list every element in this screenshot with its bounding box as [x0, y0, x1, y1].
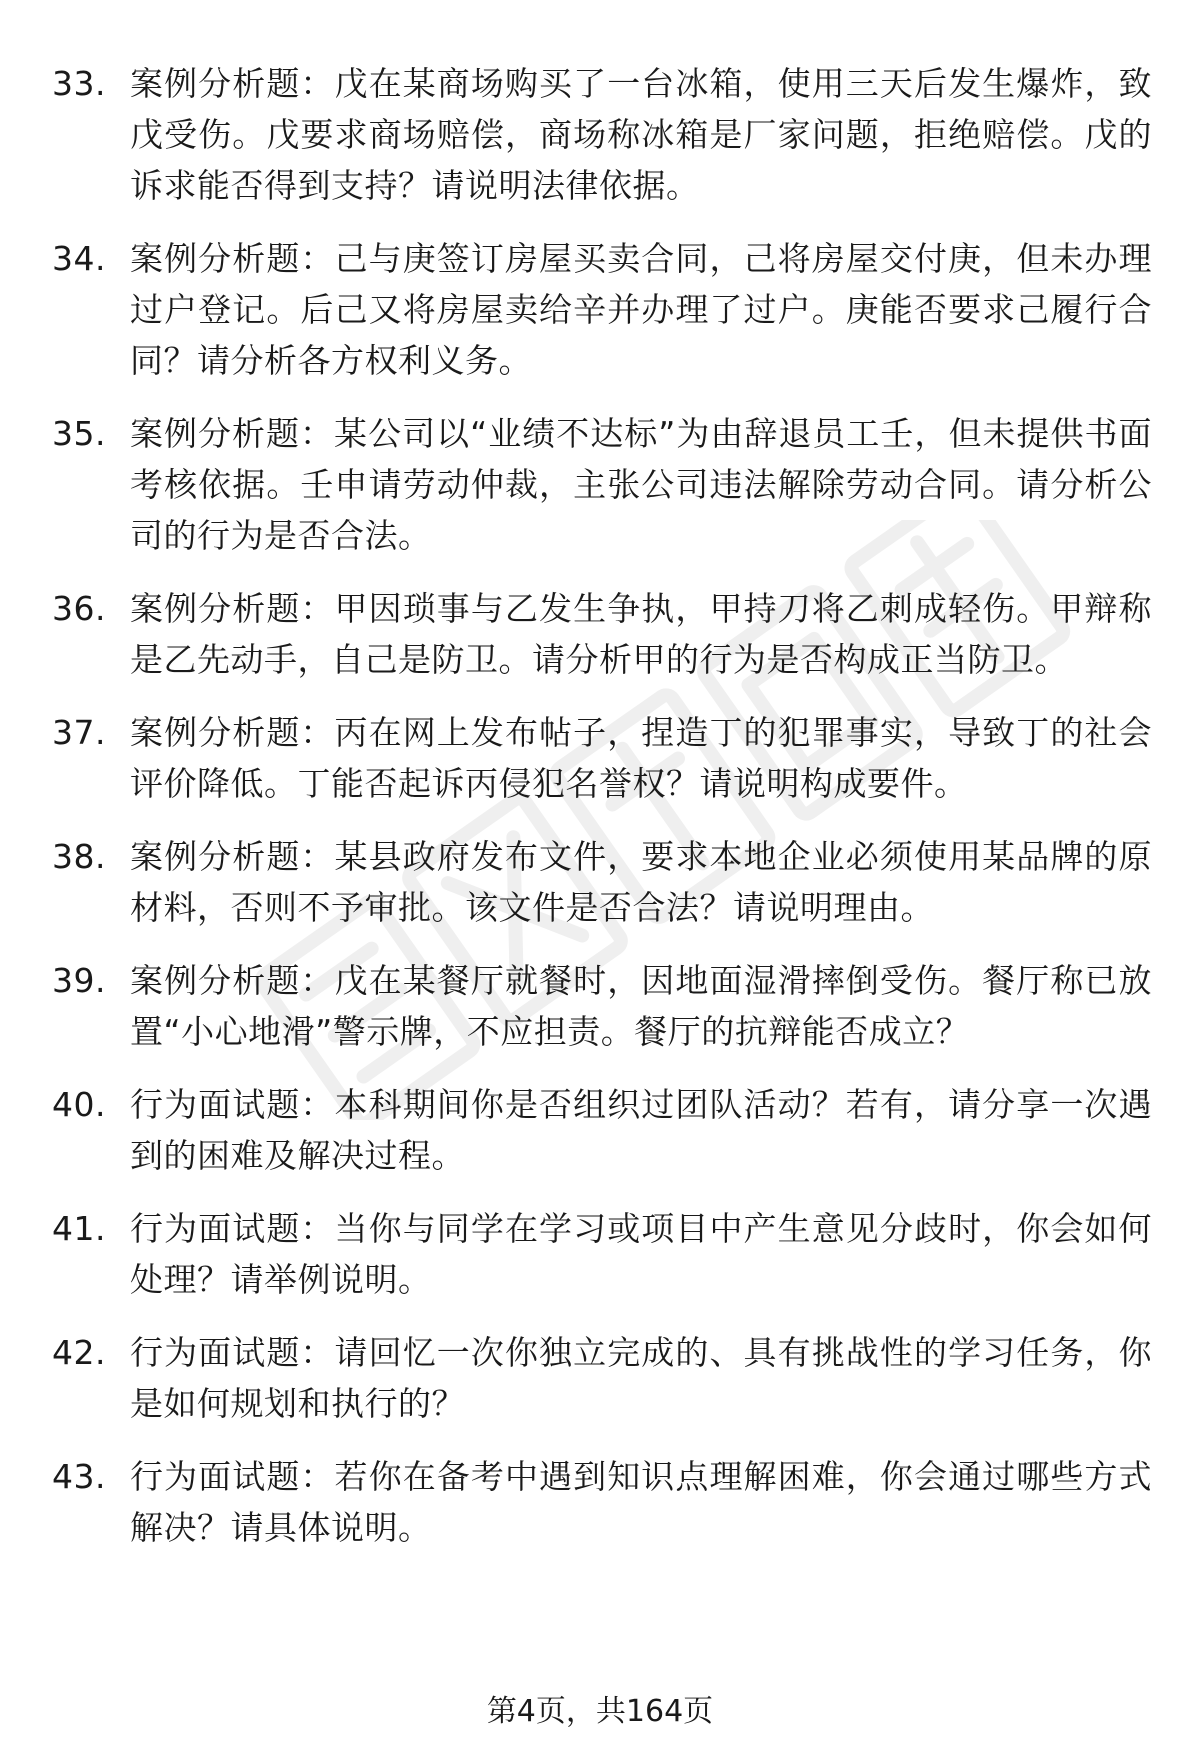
list-item [52, 408, 1152, 561]
list-item [52, 955, 1152, 1057]
question-text: 案例分析题：甲因琐事与乙发生争执，甲持刀将乙刺成轻伤。甲辩称是乙先动手，自己是防卫。请分析甲的行为是否构成正当防卫。 [130, 589, 1152, 679]
list-item [52, 1451, 1152, 1553]
question-number: 37. [52, 713, 106, 752]
question-text: 案例分析题：某公司以“业绩不达标”为由辞退员工壬，但未提供书面考核依据。壬申请劳动仲裁，主张公司违法解除劳动合同。请分析公司的行为是否合法。 [130, 414, 1152, 555]
question-text: 行为面试题：请回忆一次你独立完成的、具有挑战性的学习任务，你是如何规划和执行的？ [130, 1333, 1152, 1423]
question-number: 36. [52, 589, 106, 628]
page-footer [0, 1692, 1200, 1732]
question-text: 案例分析题：某县政府发布文件，要求本地企业必须使用某品牌的原材料，否则不予审批。该文件是否合法？请说明理由。 [130, 837, 1152, 927]
question-number: 34. [52, 239, 106, 278]
question-list [52, 58, 1152, 1575]
question-number: 39. [52, 961, 106, 1000]
question-number: 41. [52, 1209, 106, 1248]
page-number-label: 第4页，共164页 [486, 1694, 714, 1729]
question-text: 案例分析题：己与庚签订房屋买卖合同，己将房屋交付庚，但未办理过户登记。后己又将房屋卖给辛并办理了过户。庚能否要求己履行合同？请分析各方权利义务。 [130, 239, 1152, 380]
list-item [52, 58, 1152, 211]
list-item [52, 1327, 1152, 1429]
list-item [52, 707, 1152, 809]
list-item [52, 1079, 1152, 1181]
question-number: 43. [52, 1457, 106, 1496]
question-number: 38. [52, 837, 106, 876]
question-text: 案例分析题：丙在网上发布帖子，捏造丁的犯罪事实，导致丁的社会评价降低。丁能否起诉丙侵犯名誉权？请说明构成要件。 [130, 713, 1152, 803]
question-number: 33. [52, 64, 106, 103]
question-number: 35. [52, 414, 106, 453]
list-item [52, 583, 1152, 685]
list-item [52, 1203, 1152, 1305]
question-text: 行为面试题：若你在备考中遇到知识点理解困难，你会通过哪些方式解决？请具体说明。 [130, 1457, 1152, 1547]
list-item [52, 831, 1152, 933]
list-item [52, 233, 1152, 386]
question-text: 案例分析题：戊在某餐厅就餐时，因地面湿滑摔倒受伤。餐厅称已放置“小心地滑”警示牌，不应担责。餐厅的抗辩能否成立？ [130, 961, 1152, 1051]
question-number: 40. [52, 1085, 106, 1124]
question-text: 案例分析题：戊在某商场购买了一台冰箱，使用三天后发生爆炸，致戊受伤。戊要求商场赔偿，商场称冰箱是厂家问题，拒绝赔偿。戊的诉求能否得到支持？请说明法律依据。 [130, 64, 1152, 205]
question-text: 行为面试题：当你与同学在学习或项目中产生意见分歧时，你会如何处理？请举例说明。 [130, 1209, 1152, 1299]
question-text: 行为面试题：本科期间你是否组织过团队活动？若有，请分享一次遇到的困难及解决过程。 [130, 1085, 1152, 1175]
question-number: 42. [52, 1333, 106, 1372]
